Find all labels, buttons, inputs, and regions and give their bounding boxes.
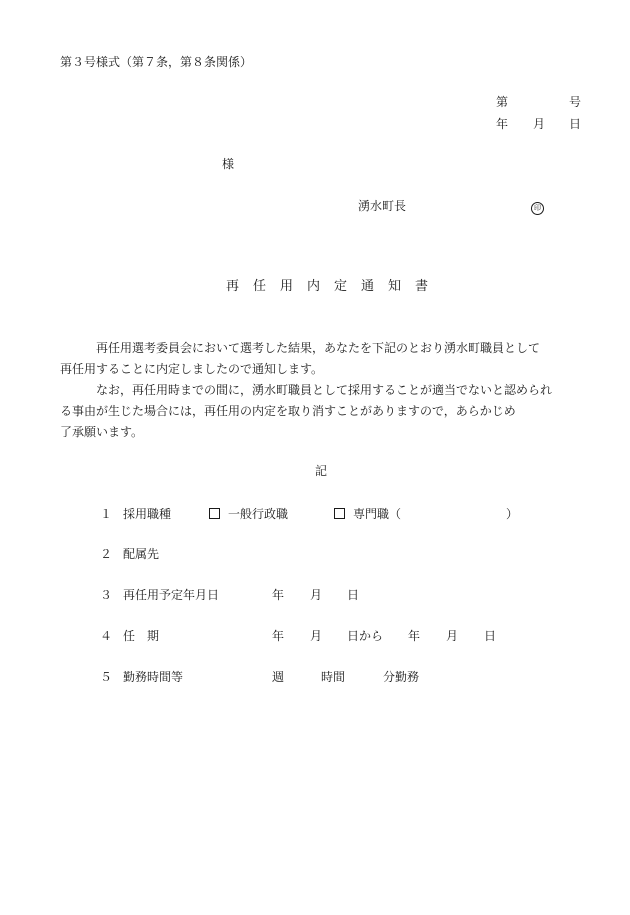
work-hours: 時間 bbox=[321, 670, 346, 684]
paren-close: ） bbox=[506, 507, 519, 521]
item-number: ４ bbox=[100, 629, 113, 643]
option-general[interactable] bbox=[209, 506, 288, 522]
recipient-suffix: 様 bbox=[222, 157, 235, 171]
item-label: 勤務時間等 bbox=[123, 670, 184, 684]
title-char: 定 bbox=[334, 279, 348, 294]
item-number: ２ bbox=[100, 547, 113, 561]
title-char: 用 bbox=[280, 279, 294, 294]
number-suffix: 号 bbox=[569, 95, 582, 109]
date-year: 年 bbox=[408, 629, 421, 643]
title-char: 再 bbox=[226, 279, 240, 294]
item-label: 採用職種 bbox=[123, 507, 172, 521]
item-number: ３ bbox=[100, 588, 113, 602]
item-label: 配属先 bbox=[123, 547, 160, 561]
checkbox-icon[interactable] bbox=[209, 508, 220, 519]
body-line: る事由が生じた場合には，再任用の内定を取り消すことがありますので，あらかじめ bbox=[60, 404, 516, 418]
ki-heading: 記 bbox=[315, 464, 328, 478]
document-title bbox=[226, 279, 428, 295]
body-line: 了承願います。 bbox=[60, 425, 144, 439]
title-char: 知 bbox=[388, 279, 402, 294]
body-line: 再任用することに内定しましたので通知します。 bbox=[60, 362, 324, 376]
item-number: ５ bbox=[100, 670, 113, 684]
body-line: 再任用選考委員会において選考した結果，あなたを下記のとおり湧水町職員として bbox=[96, 341, 541, 355]
option-label: 専門職（ bbox=[353, 507, 402, 521]
body-line: なお，再任用時までの間に，湧水町職員として採用することが適当でないと認められ bbox=[96, 383, 553, 397]
date-month: 月 bbox=[310, 629, 323, 643]
item-label: 再任用予定年月日 bbox=[123, 588, 220, 602]
date-year: 年 bbox=[272, 629, 285, 643]
form-label: 第３号様式（第７条，第８条関係） bbox=[60, 55, 253, 69]
issuer-name: 湧水町長 bbox=[358, 199, 407, 213]
date-month: 月 bbox=[446, 629, 459, 643]
title-char: 内 bbox=[307, 279, 321, 294]
work-minutes: 分勤務 bbox=[383, 670, 420, 684]
seal-icon: 印 bbox=[531, 202, 544, 215]
date-day: 日 bbox=[569, 117, 582, 131]
option-label: 一般行政職 bbox=[228, 507, 289, 521]
title-char: 書 bbox=[415, 279, 429, 294]
date-day: 日 bbox=[347, 588, 360, 602]
date-month: 月 bbox=[310, 588, 323, 602]
number-prefix: 第 bbox=[496, 95, 509, 109]
date-day-from: 日から bbox=[347, 629, 384, 643]
date-year: 年 bbox=[496, 117, 509, 131]
title-char: 任 bbox=[253, 279, 267, 294]
work-week: 週 bbox=[272, 670, 285, 684]
item-label: 任 期 bbox=[123, 629, 160, 643]
option-specialist[interactable] bbox=[334, 506, 401, 522]
date-day: 日 bbox=[484, 629, 497, 643]
seal-mark bbox=[531, 198, 544, 215]
checkbox-icon[interactable] bbox=[334, 508, 345, 519]
date-year: 年 bbox=[272, 588, 285, 602]
body-text bbox=[60, 338, 580, 443]
title-char: 通 bbox=[361, 279, 375, 294]
date-month: 月 bbox=[533, 117, 546, 131]
item-number: １ bbox=[100, 507, 113, 521]
